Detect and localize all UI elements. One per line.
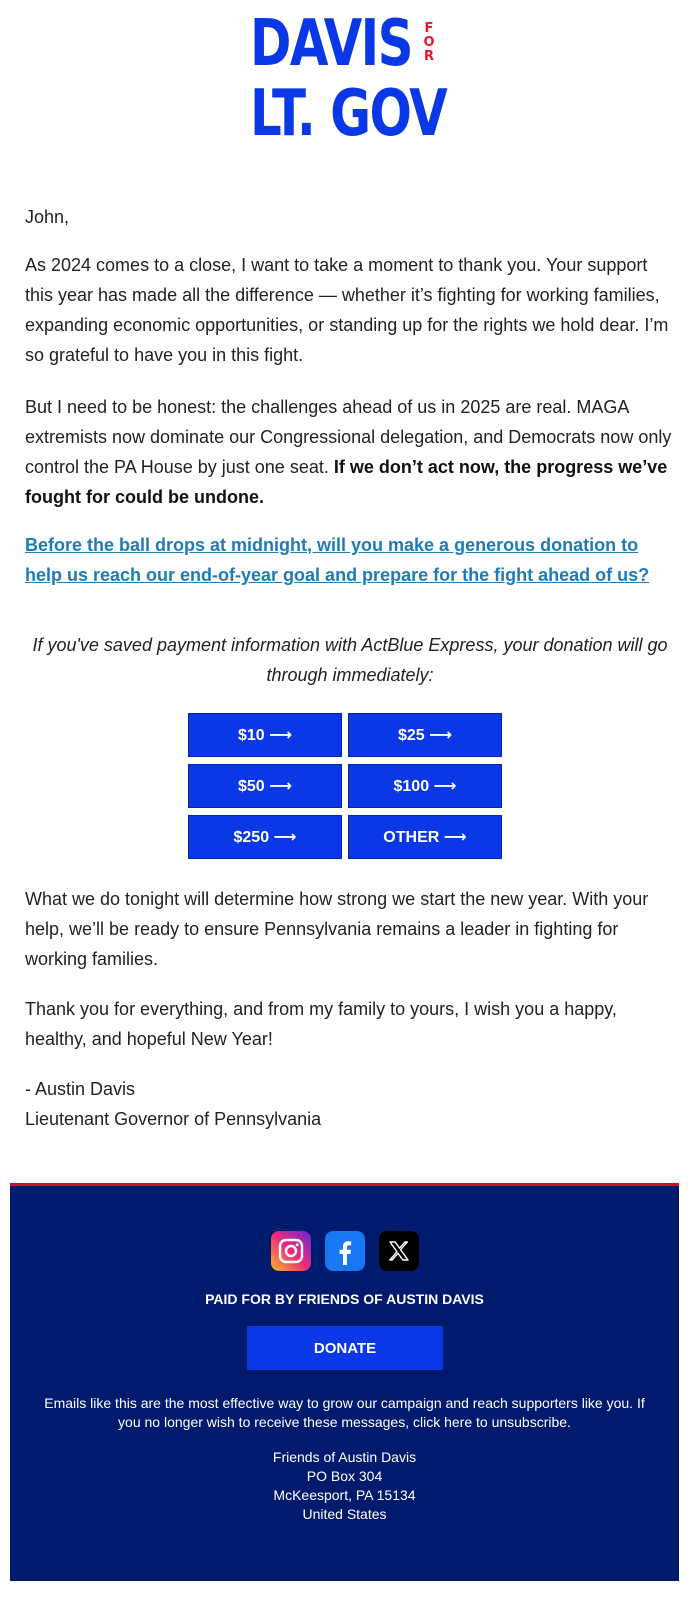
mailing-address — [10, 1448, 679, 1524]
address-line-1: Friends of Austin Davis — [272, 1449, 417, 1465]
paragraph-challenges-bold: If we don’t act now, the progress we’ve fought for could be undone. — [25, 457, 668, 507]
signature-name: - Austin Davis — [25, 1079, 136, 1099]
logo-for — [422, 22, 436, 64]
campaign-logo — [250, 7, 450, 151]
paragraph-challenges-text: But I need to be honest: the challenges ahead of us in 2025 are real. MAGA extremists now dominate our Congressional delegation, and Democrats now only control the PA House by just one seat. — [25, 397, 672, 477]
logo-for-f: F — [424, 21, 434, 36]
address-line-4: United States — [302, 1506, 387, 1522]
unsubscribe-text[interactable]: Emails like this are the most effective way to grow our campaign and reach supporters like you. If you no longer wish to receive these messages, click here to unsubscribe. — [44, 1395, 645, 1430]
donate-10-button[interactable]: $10 ⟶ — [188, 713, 342, 757]
donate-25-button[interactable]: $25 ⟶ — [348, 713, 502, 757]
signature — [25, 1074, 675, 1134]
address-line-2: PO Box 304 — [306, 1468, 383, 1484]
social-links — [271, 1231, 419, 1271]
instagram-icon[interactable] — [271, 1231, 311, 1271]
x-icon[interactable] — [379, 1231, 419, 1271]
paragraph-thank-you: Thank you for everything, and from my family to yours, I wish you a happy, healthy, and hopeful New Year! — [25, 999, 617, 1049]
footer-donate-button[interactable]: DONATE — [247, 1326, 443, 1370]
paid-for-disclaimer: PAID FOR BY FRIENDS OF AUSTIN DAVIS — [205, 1291, 484, 1307]
signature-title: Lieutenant Governor of Pennsylvania — [25, 1109, 322, 1129]
paragraph-challenges — [25, 392, 675, 512]
donate-250-button[interactable]: $250 ⟶ — [188, 815, 342, 859]
paragraph-thanks: As 2024 comes to a close, I want to take a moment to thank you. Your support this year has made all the difference — whether it’s fighting for working families, expanding economic opportunities, or standing up for the rights we hold dear. I’m so grateful to have you in this fight. — [25, 255, 669, 365]
donate-100-button[interactable]: $100 ⟶ — [348, 764, 502, 808]
donate-other-button[interactable]: OTHER ⟶ — [348, 815, 502, 859]
logo-davis: DAVIS — [250, 7, 413, 81]
donation-ask-link[interactable]: Before the ball drops at midnight, will you make a generous donation to help us reach our end-of-year goal and prepare for the fight ahead of us? — [25, 535, 650, 585]
logo-lt-gov: LT. GOV — [250, 77, 447, 151]
facebook-icon[interactable] — [325, 1231, 365, 1271]
paragraph-tonight: What we do tonight will determine how strong we start the new year. With your help, we’ll be ready to ensure Pennsylvania remains a leader in fighting for working families. — [25, 889, 649, 969]
actblue-note: If you've saved payment information with ActBlue Express, your donation will go through immediately: — [32, 635, 668, 685]
salutation: John, — [25, 207, 70, 227]
donate-50-button[interactable]: $50 ⟶ — [188, 764, 342, 808]
logo-for-r: R — [423, 49, 434, 64]
logo-for-o: O — [423, 35, 435, 50]
email-footer — [10, 1183, 679, 1581]
address-line-3: McKeesport, PA 15134 — [273, 1487, 416, 1503]
